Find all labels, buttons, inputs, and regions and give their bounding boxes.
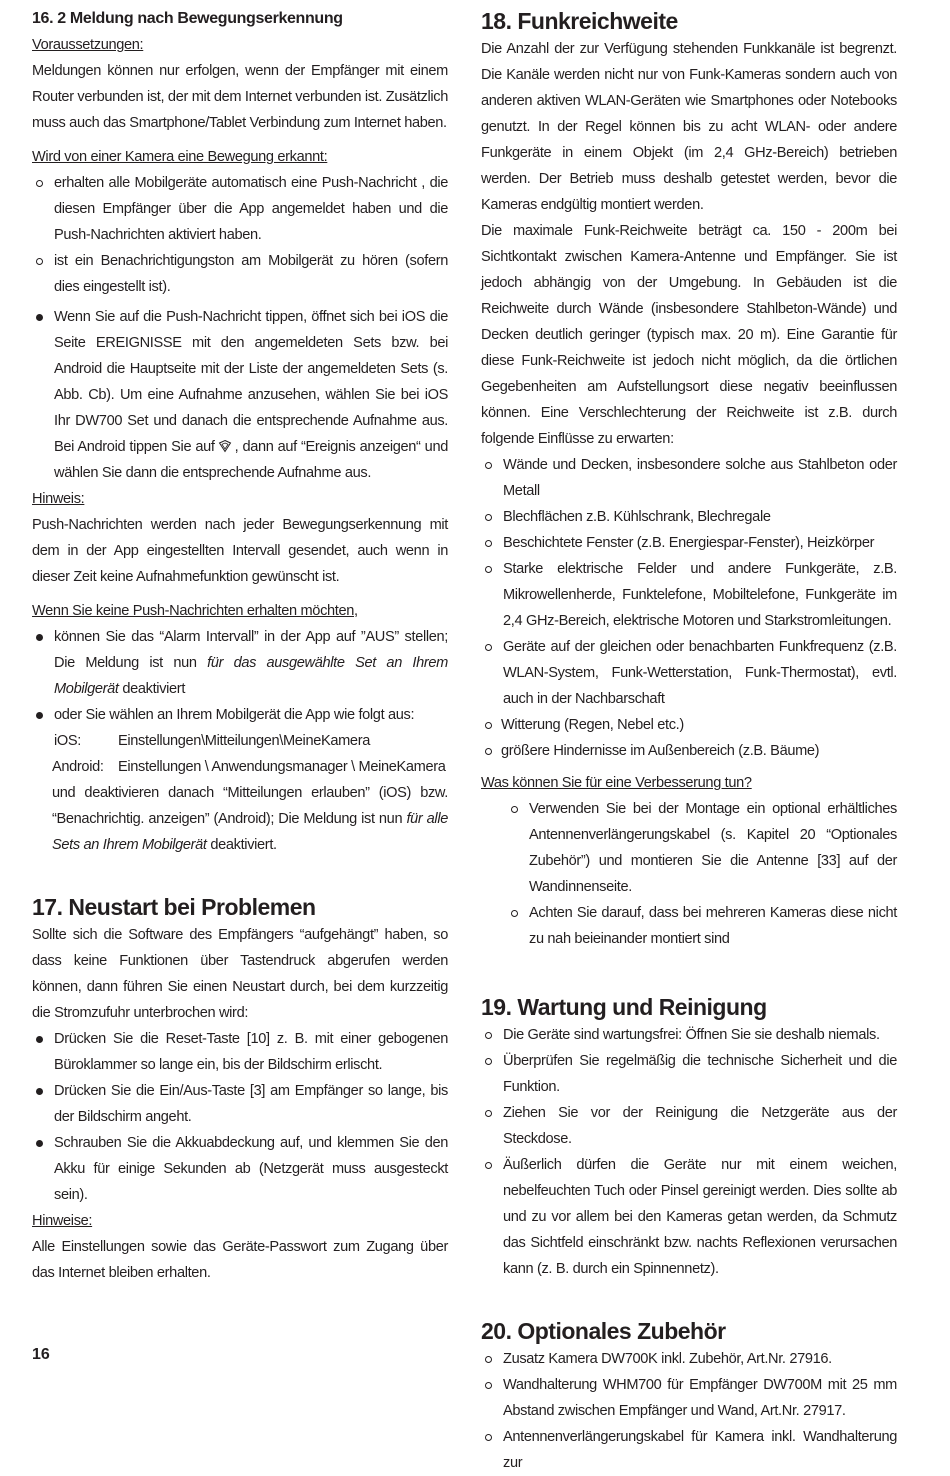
list-item: Witterung (Regen, Nebel etc.) <box>481 712 897 738</box>
deactivate-text <box>52 780 448 858</box>
no-push-text-a: können Sie das “Alarm Intervall” in der App auf ”AUS” stellen; Die Meldung ist nun <box>54 629 448 671</box>
list-item <box>32 702 448 858</box>
list-item <box>32 624 448 702</box>
section-18-paragraph-1: Die Anzahl der zur Verfügung stehenden Funkkanäle ist begrenzt. Die Kanäle werden nicht nur von Funk-Kameras sondern auch von anderen aktiven WLAN-Geräten wie Smartphones oder Notebooks genutzt. In der Regel können bis zu acht WLAN- oder andere Funkgeräte in einem Objekt (im 2,4 GHz-Bereich) betrieben werden. Der Betrieb muss deshalb getestet werden, bevor die Kameras endgültig montiert werden. <box>481 41 897 213</box>
section-16-2-heading: 16. 2 Meldung nach Bewegungserkennung <box>32 10 343 27</box>
section-17-heading: 17. Neustart bei Problemen <box>32 894 316 920</box>
section-19-heading: 19. Wartung und Reinigung <box>481 994 767 1020</box>
deactivate-emphasis: für alle Sets an Ihrem Mobilgerät <box>52 811 448 853</box>
notes-label: Hinweise: <box>32 1213 93 1229</box>
list-item: Antennenverlängerungskabel für Kamera inkl. Wandhalterung zur <box>481 1424 897 1476</box>
section-20-heading: 20. Optionales Zubehör <box>481 1318 726 1344</box>
maintenance-list <box>481 1022 897 1282</box>
list-item: Schrauben Sie die Akkuabdeckung auf, und klemmen Sie den Akku für einige Sekunden ab (Netzgerät muss ausgesteckt sein). <box>32 1130 448 1208</box>
no-push-list <box>32 624 448 858</box>
list-item: Verwenden Sie bei der Montage ein optional erhältliches Antennenverlängerungskabel (s. Kapitel 20 “Optionales Zubehör”) und montieren Sie die Antenne [33] auf der Wandinnenseite. <box>481 796 897 900</box>
note-text: Push-Nachrichten werden nach jeder Bewegungserkennung mit dem in der App eingestellten Intervall gesendet, auch wenn in dieser Zeit keine Aufnahmefunktion gewünscht ist. <box>32 517 448 585</box>
interference-list <box>481 452 897 764</box>
list-item: Äußerlich dürfen die Geräte nur mit einem weichen, nebelfeuchten Tuch oder Pinsel gereinigt werden. Dies sollte ab und zu vor allem bei den Kameras getan werden, da Schmutz das Sichtfeld einschränkt bzw. nachts Reflexionen verursachen kann (z. B. durch ein Spinnennetz). <box>481 1152 897 1282</box>
list-item: Achten Sie darauf, dass bei mehreren Kameras diese nicht zu nah beieinander montiert sind <box>481 900 897 952</box>
list-item: Geräte auf der gleichen oder benachbarten Funkfrequenz (z.B. WLAN-System, Funk-Wetterstation, Funk-Thermostat), evtl. auch in der Nachbarschaft <box>481 634 897 712</box>
list-item: Ziehen Sie vor der Reinigung die Netzgeräte aus der Steckdose. <box>481 1100 897 1152</box>
ios-key: iOS: <box>54 733 81 749</box>
deactivate-text-b: deaktiviert. <box>210 837 277 853</box>
notes-text: Alle Einstellungen sowie das Geräte-Passwort zum Zugang über das Internet bleiben erhalten. <box>32 1239 448 1281</box>
list-item: Beschichtete Fenster (z.B. Energiespar-Fenster), Heizkörper <box>481 530 897 556</box>
improve-list <box>481 796 897 952</box>
tap-text-b: , dann auf “Ereignis anzeigen“ und wählen Sie dann die entsprechende Aufnahme aus. <box>54 439 448 481</box>
list-item <box>32 304 448 486</box>
section-18-heading: 18. Funkreichweite <box>481 8 678 34</box>
prerequisites-text: Meldungen können nur erfolgen, wenn der Empfänger mit einem Router verbunden ist, der mit dem Internet verbunden ist. Zusätzlich muss auch das Smartphone/Tablet Verbindung zum Internet haben. <box>32 63 448 131</box>
tap-text-a: Wenn Sie auf die Push-Nachricht tippen, öffnet sich bei iOS die Seite EREIGNISSE mit den angemeldeten Sets bzw. bei Android die Hauptseite mit der Liste der angemeldeten Sets (s. Abb. Cb). Um eine Aufnahme anzusehen, wählen Sie bei iOS Ihr DW700 Set und danach die entsprechende Aufnahme aus. Bei Android tippen Sie auf <box>54 309 448 455</box>
accessories-list <box>481 1346 897 1476</box>
list-item: größere Hindernisse im Außenbereich (z.B. Bäume) <box>481 738 897 764</box>
improve-label: Was können Sie für eine Verbesserung tun? <box>481 775 752 791</box>
list-item: Drücken Sie die Ein/Aus-Taste [3] am Empfänger so lange, bis der Bildschirm angeht. <box>32 1078 448 1130</box>
list-item: Starke elektrische Felder und andere Funkgeräte, z.B. Mikrowellenherde, Funktelefone, Mobiltelefone, Funkgeräte im 2,4 GHz-Bereich, elektrische Motoren und Starkstromleitungen. <box>481 556 897 634</box>
motion-detected-label: Wird von einer Kamera eine Bewegung erkannt: <box>32 149 328 165</box>
section-18-paragraph-2: Die maximale Funk-Reichweite beträgt ca. 150 - 200m bei Sichtkontakt zwischen Kamera-Antenne und Empfänger. Sie ist jedoch abhängig von der Umgebung. In Gebäuden ist die Reichweite durch Wände (insbesondere Stahlbeton-Wände) und Decken deutlich geringer (typisch max. 20 m). Eine Garantie für diese Funk-Reichweite ist jedoch nicht möglich, da die örtlichen Gegebenheiten am Aufstellungsort diese negativ beeinflussen können. Eine Verschlechterung der Reichweite ist z.B. durch folgende Einflüsse zu erwarten: <box>481 223 897 447</box>
ios-path: Einstellungen\Mitteilungen\MeineKamera <box>118 733 370 749</box>
no-push-label: Wenn Sie keine Push-Nachrichten erhalten möchten, <box>32 603 358 619</box>
list-item: Zusatz Kamera DW700K inkl. Zubehör, Art.Nr. 27916. <box>481 1346 897 1372</box>
list-item: Wände und Decken, insbesondere solche aus Stahlbeton oder Metall <box>481 452 897 504</box>
page-number: 16 <box>32 1346 50 1363</box>
left-column <box>32 6 448 1286</box>
right-column <box>481 6 897 1476</box>
section-17-intro: Sollte sich die Software des Empfängers “aufgehängt” haben, so dass keine Funktionen über Tastendruck abgerufen werden können, dann führen Sie einen Neustart durch, bei dem kurzzeitig die Stromzufuhr unterbrochen wird: <box>32 927 448 1021</box>
list-item: Drücken Sie die Reset-Taste [10] z. B. mit einer gebogenen Büroklammer so lange ein, bis der Bildschirm erlischt. <box>32 1026 448 1078</box>
deactivate-text-a: und deaktivieren danach “Mitteilungen erlauben” (iOS) bzw. “Benachrichtig. anzeigen” (Android); Die Meldung ist nun <box>52 785 448 827</box>
android-key: Android: <box>52 759 104 775</box>
prerequisites-label: Voraussetzungen: <box>32 37 144 53</box>
list-item: Überprüfen Sie regelmäßig die technische Sicherheit und die Funktion. <box>481 1048 897 1100</box>
android-path-row <box>52 754 448 780</box>
shield-outline-icon <box>218 439 232 453</box>
list-item: ist ein Benachrichtigungston am Mobilgerät zu hören (sofern dies eingestellt ist). <box>32 248 448 300</box>
ios-path-row <box>54 728 448 754</box>
motion-list <box>32 170 448 486</box>
android-path: Einstellungen \ Anwendungsmanager \ MeineKamera <box>118 759 446 775</box>
no-push-emphasis: für das ausgewählte Set an Ihrem Mobilgerät <box>54 655 448 697</box>
no-push-text-b: deaktiviert <box>122 681 186 697</box>
list-item: Die Geräte sind wartungsfrei: Öffnen Sie sie deshalb niemals. <box>481 1022 897 1048</box>
list-item: Blechflächen z.B. Kühlschrank, Blechregale <box>481 504 897 530</box>
app-settings-text: oder Sie wählen an Ihrem Mobilgerät die App wie folgt aus: <box>54 707 415 723</box>
list-item: erhalten alle Mobilgeräte automatisch eine Push-Nachricht , die diesen Empfänger über die App angemeldet haben und die Push-Nachrichten aktiviert haben. <box>32 170 448 248</box>
note-label: Hinweis: <box>32 491 85 507</box>
restart-list <box>32 1026 448 1208</box>
list-item: Wandhalterung WHM700 für Empfänger DW700M mit 25 mm Abstand zwischen Empfänger und Wand, Art.Nr. 27917. <box>481 1372 897 1424</box>
